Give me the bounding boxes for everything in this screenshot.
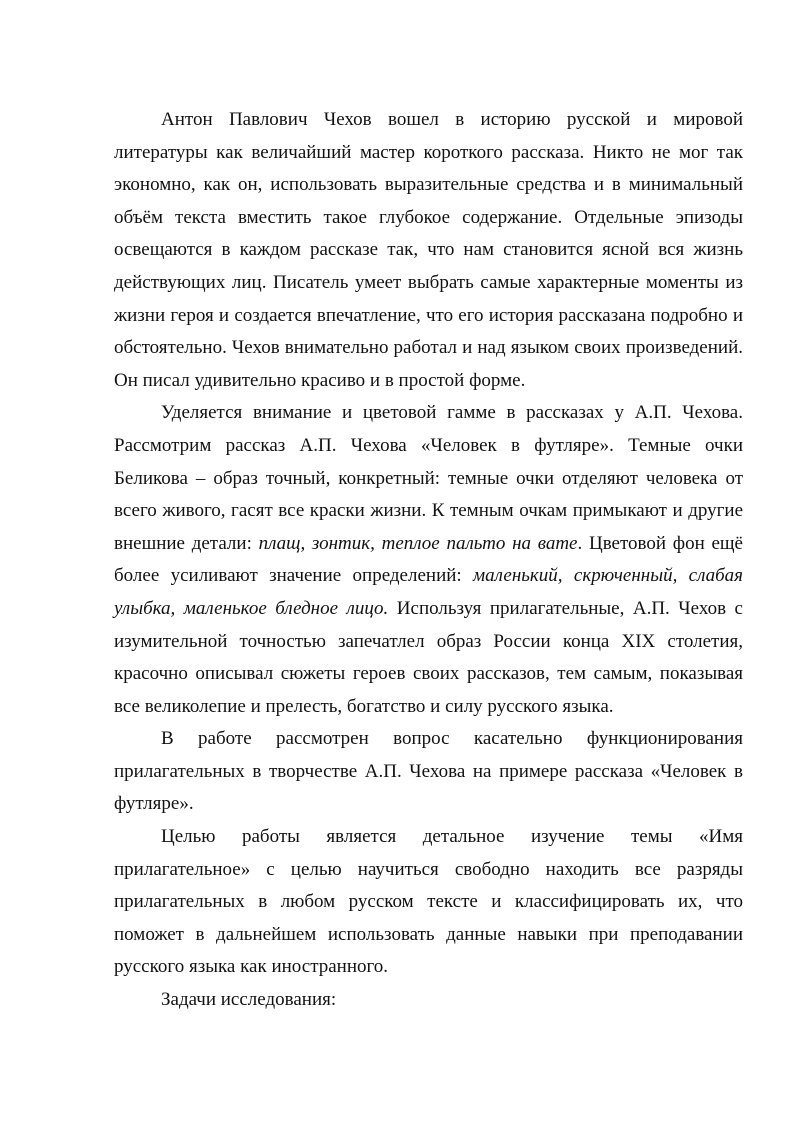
paragraph-goal: Целью работы является детальное изучение темы «Имя прилагательное» с целью научиться свободно находить все разряды прилагательных в любом русском тексте и классифицировать их, что поможет в дальнейшем использовать данные навыки при преподавании русского языка как иностранного. <box>114 826 743 978</box>
paragraph-subject: В работе рассмотрен вопрос касательно функционирования прилагательных в творчестве А.П. Чехова на примере рассказа «Человек в футляре». <box>114 728 743 815</box>
paragraph-text: Используя прилагательные, А.П. Чехов с изумительной точностью запечатлел образ России конца XIX столетия, красочно описывал сюжеты героев своих рассказов, тем самым, показывая все великолепие и прелесть, богатство и силу русского языка. <box>114 597 743 717</box>
italic-phrase: плащ, зонтик, теплое пальто на вате <box>258 532 578 554</box>
paragraph-color-palette <box>114 397 743 723</box>
paragraph-tasks-heading: Задачи исследования: <box>161 989 337 1011</box>
paragraph-text: Уделяется внимание и цветовой гамме в рассказах у А.П. Чехова. Рассмотрим рассказ А.П. Чехова «Человек в футляре». Темные очки Беликова – образ точный, конкретный: темные очки отделяют человека от всего живого, гасят все краски жизни. К темным очкам примыкают и другие внешние детали: <box>114 402 743 554</box>
paragraph-text: . Цветовой фон ещё более усиливают значение определений: <box>114 532 743 587</box>
paragraph-intro: Антон Павлович Чехов вошел в историю русской и мировой литературы как величайший мастер короткого рассказа. Никто не мог так экономно, как он, использовать выразительные средства и в минимальный объём текста вместить такое глубокое содержание. Отдельные эпизоды освещаются в каждом рассказе так, что нам становится ясной вся жизнь действующих лиц. Писатель умеет выбрать самые характерные моменты из жизни героя и создается впечатление, что его история рассказана подробно и обстоятельно. Чехов внимательно работал и над языком своих произведений. Он писал удивительно красиво и в простой форме. <box>114 109 743 391</box>
italic-phrase: маленький, скрюченный, слабая улыбка, маленькое бледное лицо. <box>114 565 744 619</box>
